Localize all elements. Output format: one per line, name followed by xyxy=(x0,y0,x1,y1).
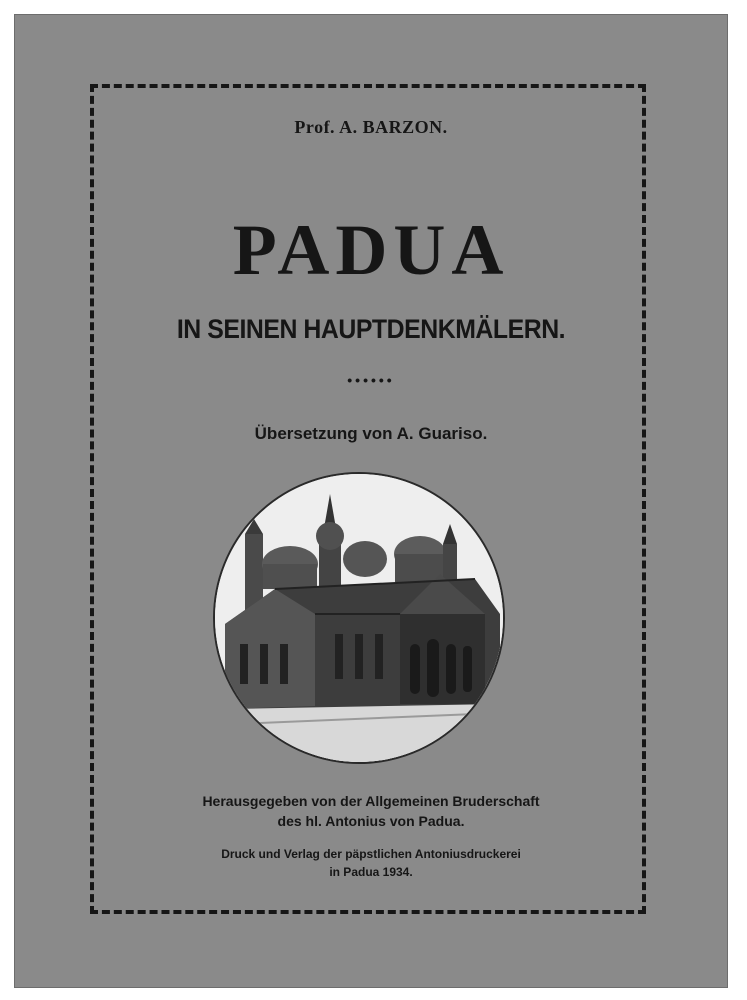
publisher-line-1: Herausgegeben von der Allgemeinen Bruderschaft xyxy=(202,793,540,809)
author-name: Prof. A. BARZON. xyxy=(294,117,448,137)
ornament-dots: •••••• xyxy=(347,372,395,388)
printer-line-2: in Padua 1934. xyxy=(329,865,413,879)
basilica-medallion-image xyxy=(213,472,505,764)
basilica-illustration xyxy=(215,474,503,762)
translator-credit: Übersetzung von A. Guariso. xyxy=(254,424,488,443)
book-title: PADUA xyxy=(232,210,510,290)
book-subtitle: IN SEINEN HAUPTDENKMÄLERN. xyxy=(176,314,566,344)
publisher-line-2: des hl. Antonius von Padua. xyxy=(277,813,465,829)
printer-line-1: Druck und Verlag der päpstlichen Antoniusdruckerei xyxy=(221,847,521,861)
book-cover xyxy=(14,14,728,988)
